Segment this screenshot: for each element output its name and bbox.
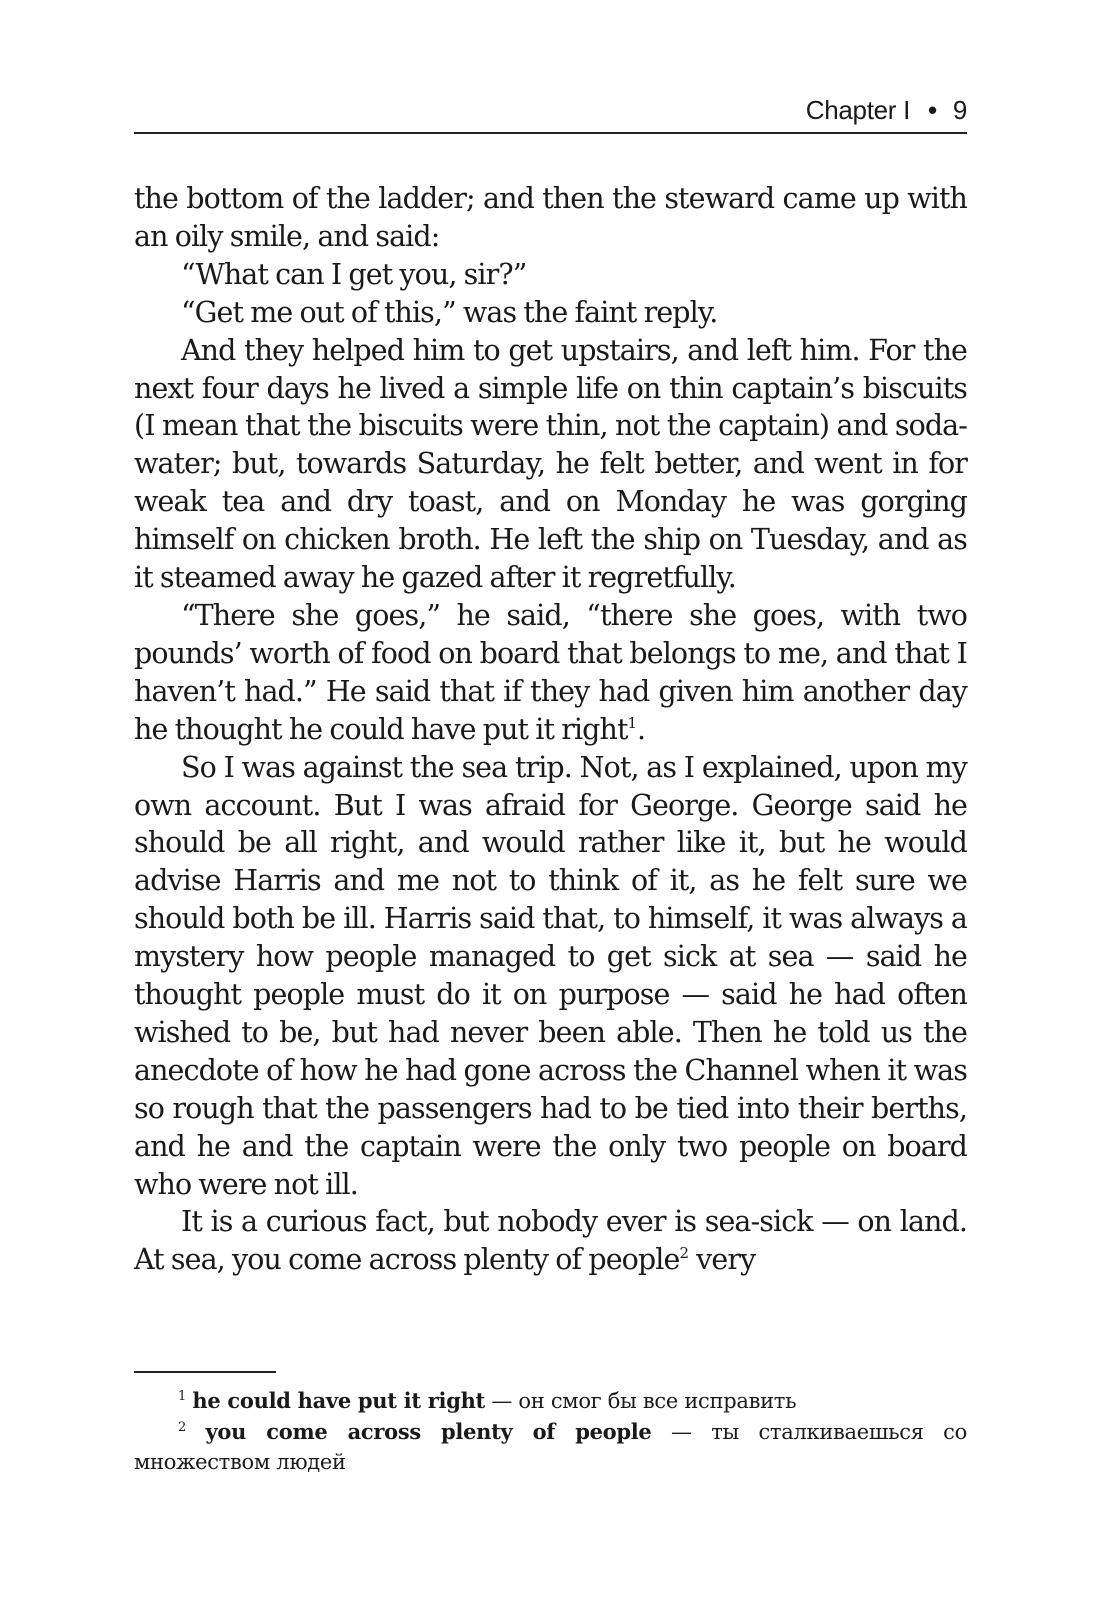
paragraph-text: It is a curious fact, but nobody ever is sea-sick — on land. At sea, you come across plenty of people xyxy=(134,1205,967,1277)
footnote-phrase: he could have put it right xyxy=(192,1388,485,1413)
chapter-title: Chapter I xyxy=(805,95,911,125)
footnotes xyxy=(134,1386,967,1478)
paragraph-end: . xyxy=(637,712,646,746)
paragraph-end: very xyxy=(689,1243,756,1277)
paragraph-text: “There she goes,” he said, “there she goes, with two pounds’ worth of food on board that belongs to me, and that I haven’t had.” He said that if they had given him another day he thought he could have put it right xyxy=(134,598,967,746)
body-text xyxy=(134,180,967,1279)
paragraph: the bottom of the ladder; and then the steward came up with an oily smile, and said: xyxy=(134,182,967,253)
footnote-phrase: you come across plenty of people xyxy=(205,1418,652,1444)
paragraph: “Get me out of this,” was the faint reply. xyxy=(181,295,718,329)
footnote xyxy=(134,1417,967,1478)
paragraph xyxy=(134,1203,967,1279)
footnote-number: 1 xyxy=(178,1389,186,1404)
paragraph: And they helped him to get upstairs, and left him. For the next four days he lived a simple life on thin captain’s biscuits (I mean that the biscuits were thin, not the captain) and soda-water; but, towards Saturday, he felt better, and went in for weak tea and dry toast, and on Monday he was gorging himself on chicken broth. He left the ship on Tuesday, and as it steamed away he gazed after it regretfully. xyxy=(134,333,967,595)
footnote-ref: 2 xyxy=(679,1244,689,1263)
footnote-number: 2 xyxy=(178,1419,186,1435)
footnote-divider xyxy=(134,1371,276,1373)
header-separator: • xyxy=(928,95,937,125)
running-header xyxy=(134,82,967,134)
page-number: 9 xyxy=(952,95,967,125)
footnote-translation: — ты сталкиваешься со множеством людей xyxy=(134,1419,967,1474)
paragraph: So I was against the sea trip. Not, as I explained, upon my own account. But I was afraid for George. George said he should be all right, and would rather like it, but he would advise Harris and me not to think of it, as he felt sure we should both be ill. Harris said that, to himself, it was always a mystery how people managed to get sick at sea — said he thought people must do it on purpose — said he had often wished to be, but had never been able. Then he told us the anecdote of how he had gone across the Channel when it was so rough that the passengers had to be tied into their berths, and he and the captain were the only two people on board who were not ill. xyxy=(134,750,967,1201)
footnote-translation: — он смог бы все исправить xyxy=(484,1389,797,1413)
paragraph: “What can I get you, sir?” xyxy=(181,257,527,291)
footnote-ref: 1 xyxy=(627,713,638,732)
paragraph xyxy=(134,597,967,749)
footnote xyxy=(134,1386,967,1417)
